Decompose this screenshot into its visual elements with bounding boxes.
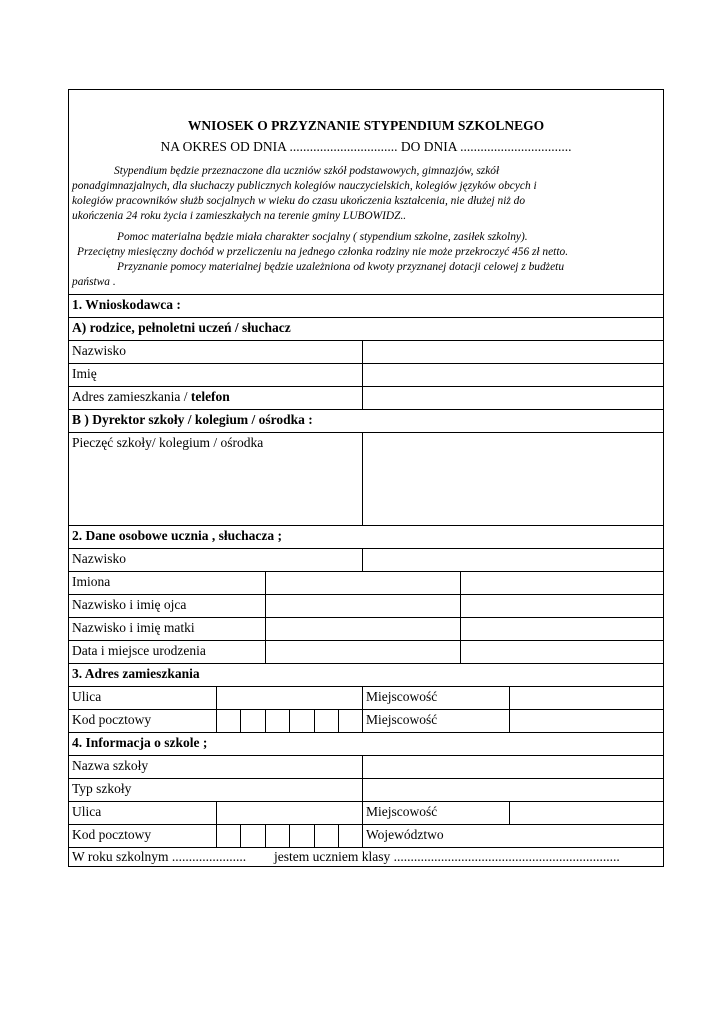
address-postcode-row <box>69 709 663 732</box>
student-names-field-2[interactable] <box>460 572 663 594</box>
eligibility-line-4: ukończenia 24 roku życia i zamieszkałych na terenie gminy LUBOWIDZ.. <box>72 210 407 222</box>
school-street-label: Ulica <box>72 804 102 819</box>
applicant-address-row <box>69 386 663 409</box>
applicant-surname-field[interactable] <box>362 341 663 363</box>
eligibility-line-2: ponadgimnazjalnych, dla słuchaczy publicznych kolegiów nauczycielskich, kolegiów języków obcych i <box>72 180 537 192</box>
section-2-header <box>69 525 663 548</box>
applicant-surname-row <box>69 340 663 363</box>
school-postcode-digit-2[interactable] <box>240 825 241 847</box>
school-postcode-digit-3[interactable] <box>265 825 266 847</box>
applicant-name-row <box>69 363 663 386</box>
address-street-row <box>69 686 663 709</box>
city-label-2: Miejscowość <box>362 710 509 732</box>
postcode-digit-5[interactable] <box>314 710 315 732</box>
street-field[interactable] <box>216 687 362 709</box>
postcode-digit-3[interactable] <box>265 710 266 732</box>
application-form <box>68 89 664 867</box>
eligibility-line-1: Stypendium będzie przeznaczone dla uczniów szkół podstawowych, gimnazjów, szkół <box>114 165 500 177</box>
section-4-header <box>69 732 663 755</box>
student-surname-field[interactable] <box>362 549 663 571</box>
applicant-address-field[interactable] <box>362 387 663 409</box>
school-stamp-label: Pieczęć szkoły/ kolegium / ośrodka <box>72 435 264 450</box>
section-1b-header <box>69 409 663 432</box>
school-year-field[interactable]: W roku szkolnym ...................... <box>72 849 247 864</box>
student-surname-row <box>69 548 663 571</box>
school-year-row <box>69 847 663 867</box>
city-label: Miejscowość <box>362 687 509 709</box>
mother-label: Nazwisko i imię matki <box>72 620 195 635</box>
applicant-address-label: Adres zamieszkania / telefon <box>72 389 230 404</box>
school-postcode-label: Kod pocztowy <box>72 827 152 842</box>
father-label: Nazwisko i imię ojca <box>72 597 187 612</box>
street-label: Ulica <box>72 689 102 704</box>
form-header <box>69 90 663 294</box>
income-limit-note: Przeciętny miesięczny dochód w przeliczeniu na jednego członka rodziny nie może przekroczyć 456 zł netto. <box>77 246 569 258</box>
school-postcode-digit-5[interactable] <box>314 825 315 847</box>
applicant-name-label: Imię <box>72 366 97 381</box>
school-type-field[interactable] <box>362 779 663 801</box>
father-field-1[interactable] <box>265 595 460 617</box>
section-3-header <box>69 663 663 686</box>
mother-field-1[interactable] <box>265 618 460 640</box>
school-street-row <box>69 801 663 824</box>
section-1-title: 1. Wnioskodawca : <box>72 297 181 312</box>
father-field-2[interactable] <box>460 595 663 617</box>
section-3-title: 3. Adres zamieszkania <box>72 666 200 681</box>
school-name-field[interactable] <box>362 756 663 778</box>
funding-note-line-1: Przyznanie pomocy materialnej będzie uzależniona od kwoty przyznanej dotacji celowej z budżetu <box>117 261 565 273</box>
student-names-row <box>69 571 663 594</box>
section-2-title: 2. Dane osobowe ucznia , słuchacza ; <box>72 528 282 543</box>
postcode-digit-2[interactable] <box>240 710 241 732</box>
birth-date-field[interactable] <box>265 641 460 663</box>
applicant-name-field[interactable] <box>362 364 663 386</box>
school-name-label: Nazwa szkoły <box>72 758 149 773</box>
student-names-label: Imiona <box>72 574 111 589</box>
class-field[interactable]: jestem uczniem klasy ................................................................... <box>274 849 620 864</box>
father-row <box>69 594 663 617</box>
phone-label: telefon <box>190 389 230 404</box>
aid-type-note: Pomoc materialna będzie miała charakter socjalny ( stypendium szkolne, zasiłek szkolny). <box>117 231 528 243</box>
school-type-label: Typ szkoły <box>72 781 132 796</box>
school-stamp-field[interactable] <box>362 433 663 525</box>
birth-row <box>69 640 663 663</box>
birth-label: Data i miejsce urodzenia <box>72 643 206 658</box>
city-field[interactable] <box>509 687 663 709</box>
city-field-2[interactable] <box>509 710 663 732</box>
school-postcode-digit-1[interactable] <box>216 825 217 847</box>
birth-place-field[interactable] <box>460 641 663 663</box>
postcode-digit-4[interactable] <box>289 710 290 732</box>
school-city-field[interactable] <box>509 802 663 824</box>
section-4-title: 4. Informacja o szkole ; <box>72 735 208 750</box>
school-city-label: Miejscowość <box>362 802 509 824</box>
applicant-surname-label: Nazwisko <box>72 343 126 358</box>
school-type-row <box>69 778 663 801</box>
voivodeship-label: Województwo <box>362 825 663 847</box>
period-line[interactable]: NA OKRES OD DNIA ................................ DO DNIA ................................. <box>160 139 572 154</box>
school-street-field[interactable] <box>216 802 362 824</box>
school-name-row <box>69 755 663 778</box>
postcode-digit-6[interactable] <box>338 710 339 732</box>
eligibility-line-3: kolegiów pracowników służb socjalnych w wieku do czasu ukończenia kształcenia, nie dłużej niż do <box>72 195 526 207</box>
student-names-field-1[interactable] <box>265 572 460 594</box>
form-title: WNIOSEK O PRZYZNANIE STYPENDIUM SZKOLNEGO <box>187 118 545 133</box>
school-postcode-digit-6[interactable] <box>338 825 339 847</box>
school-postcode-row <box>69 824 663 847</box>
mother-field-2[interactable] <box>460 618 663 640</box>
school-postcode-digit-4[interactable] <box>289 825 290 847</box>
funding-note-line-2: państwa . <box>72 276 116 288</box>
section-1a-header <box>69 317 663 340</box>
section-1-header <box>69 294 663 317</box>
student-surname-label: Nazwisko <box>72 551 126 566</box>
mother-row <box>69 617 663 640</box>
section-1a-title: A) rodzice, pełnoletni uczeń / słuchacz <box>72 320 291 335</box>
section-1b-title: B ) Dyrektor szkoły / kolegium / ośrodka : <box>72 412 313 427</box>
school-stamp-row <box>69 432 663 525</box>
postcode-label: Kod pocztowy <box>72 712 152 727</box>
postcode-digit-1[interactable] <box>216 710 217 732</box>
